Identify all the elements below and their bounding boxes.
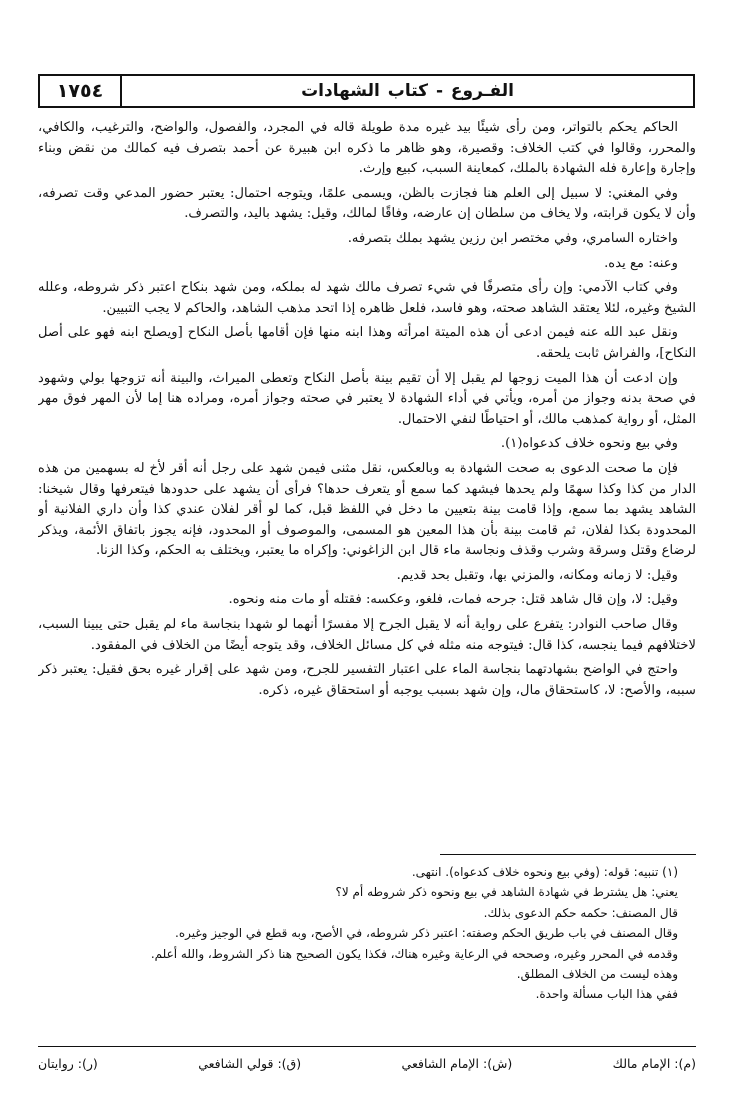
paragraph: وفي كتاب الآدمي: وإن رأى متصرفًا في شيء تصرف مالك شهد له بملكه، ومن شهد بنكاح اعتبر ذكر شروطه، وعلله الشيخ وغيره، لئلا يعتقد الشاهد صحته، وهو فاسد، فلعل ظاهره إذا اتحد مذهب الشاهد، والحاكم لا يجب التبيين.: [38, 280, 696, 316]
paragraph: واختاره السامري، وفي مختصر ابن رزين يشهد بملك بتصرفه.: [347, 230, 678, 246]
footnote-line: وقدمه في المحرر وغيره، وصححه في الرعاية وغيره هناك، فكذا يكون الصحيح هنا ذكر الشروط، والله أعلم.: [150, 946, 678, 961]
footnote-line: ففي هذا الباب مسألة واحدة.: [535, 987, 678, 1002]
legend-item: (ق): قولي الشافعي: [198, 1056, 302, 1071]
page-header: [38, 74, 695, 108]
paragraph: وعنه: مع يده.: [604, 255, 678, 271]
paragraph: واحتج في الواضح بشهادتهما بنجاسة الماء على اعتبار التفسير للجرح، ومن شهد على إقرار غيره بحق فقيل: يعتبر ذكر سببه، والأصح: لا، كاستحقاق مال، وإن شهد بسبب يوجبه أو استحقاق غيره، ذكره.: [38, 662, 696, 698]
main-text: [38, 118, 696, 838]
paragraph: وفي بيع ونحوه خلاف كدعواه(١).: [500, 436, 678, 452]
paragraph: وإن ادعت أن هذا الميت زوجها لم يقبل إلا أن تقيم بينة بأصل النكاح وتعطى الميراث، والبينة أنه تزوجها بولي وشهود في صحة بدنه وجواز من أمره، ويأتي في أداء الشهادة لا يعتبر في صحته وجواز أمره، ومراده هنا إما لأن المهر فوق مهر المثل، أو رواية كمذهب مالك، أو احتياطًا لنفي الاحتمال.: [38, 370, 696, 427]
paragraph: ونقل عبد الله عنه فيمن ادعى أن هذه الميتة امرأته وهذا ابنه منها فإن أقامها بأصل النكاح [ويصلح ابنه فهو على أصل النكاح]، والفراش ثابت يلحقه.: [38, 325, 696, 361]
abbreviation-legend: [38, 1056, 696, 1078]
legend-item: (ر): روايتان: [38, 1056, 98, 1071]
footnote-line: قال المصنف: حكمه حكم الدعوى بذلك.: [483, 905, 678, 920]
footnote-line: وقال المصنف في باب طريق الحكم وصفته: اعتبر ذكر شروطه، في الأصح، وبه قطع في الوجيز وغيره.: [175, 926, 678, 941]
legend-item: (م): الإمام مالك: [612, 1056, 696, 1071]
paragraph: وفي المغني: لا سبيل إلى العلم هنا فجازت بالظن، ويسمى علمًا، ويتوجه احتمال: يعتبر حضور المدعي وقت تصرفه، وأن لا يكون قرابته، ولا يخاف من سلطان إن عارضه، وفاقًا لمالك، وقيل: يشهد باليد، والتصرف.: [38, 185, 696, 222]
paragraph: وقيل: لا زمانه ومكانه، والمزني بها، وتقبل بحد قديم.: [396, 567, 678, 583]
paragraph: فإن ما صحت الدعوى به صحت الشهادة به وبالعكس، نقل مثنى فيمن شهد على رجل أنه أقر لأخ له بسهمين من هذه الدار من كذا وكذا سهمًا ولم يحدها فيشهد كما سمع أو يتعرف حدها؟ فرأى أن يشهد على حدودها فيتعرفها وقال شيخنا: الشاهد يشهد بما سمع، وإذا قامت بينة بتعيين ما دخل في اللفظ قبل، كما لو أقر لفلان عندي كذا وأن داري الفلانية أو المحدودة بكذا لفلان، ثم قامت بينة بأن هذا المعين هو المسمى، والموصوف أو المحدود، فإنه يجوز باتفاق الأئمة، ويذكر لرضاع وقتل وسرقة وشرب وقذف ونجاسة ماء قال ابن الزاغوني: وإكراه ما يعتبر، ويختلف به الحكم، وكذا الزنا.: [38, 460, 696, 559]
paragraph: وقال صاحب النوادر: يتفرع على رواية أنه لا يقبل الجرح إلا مفسرًا أنهما لو شهدا بنجاسة ماء لم يقبل حتى يبينا السبب، لاختلافهم فيما ينجسه، كذا قال: فيتوجه منه مثله في كل مسائل الخلاف، وقد يتوجه أيضًا من الخلاف في المفقود.: [38, 617, 696, 653]
paragraph: وقيل: لا، وإن قال شاهد قتل: جرحه فمات، فلغو، وعكسه: فقتله أو مات منه ونحوه.: [228, 592, 678, 608]
legend-separator: [38, 1046, 696, 1047]
footnote-line: وهذه ليست من الخلاف المطلق.: [516, 967, 678, 982]
page-number: ١٧٥٤: [40, 76, 122, 106]
footnote-line: (١) تنبيه: قوله: (وفي بيع ونحوه خلاف كدعواه). انتهى.: [411, 865, 678, 879]
legend-item: (ش): الإمام الشافعي: [401, 1056, 513, 1071]
running-title: الفـروع - كتاب الشهادات: [301, 81, 514, 101]
footnote-line: يعني: هل يشترط في شهادة الشاهد في بيع ونحوه ذكر شروطه أم لا؟: [335, 885, 678, 900]
footnotes: [38, 862, 678, 1042]
footnote-separator: [440, 854, 696, 855]
paragraph: الحاكم يحكم بالتواتر، ومن رأى شيئًا بيد غيره مدة طويلة قاله في المجرد، والفصول، والواضح، والترغيب، والكافي، والمحرر، وقالوا في كتب الخلاف: وقصيرة، وهو ظاهر ما ذكره ابن هبيرة عن أحمد بتصرف فيه كمالك من نقض وبناء وإجارة وإعارة فله الشهادة بالملك، كمعاينة السبب، كبيع وإرث.: [38, 120, 696, 177]
